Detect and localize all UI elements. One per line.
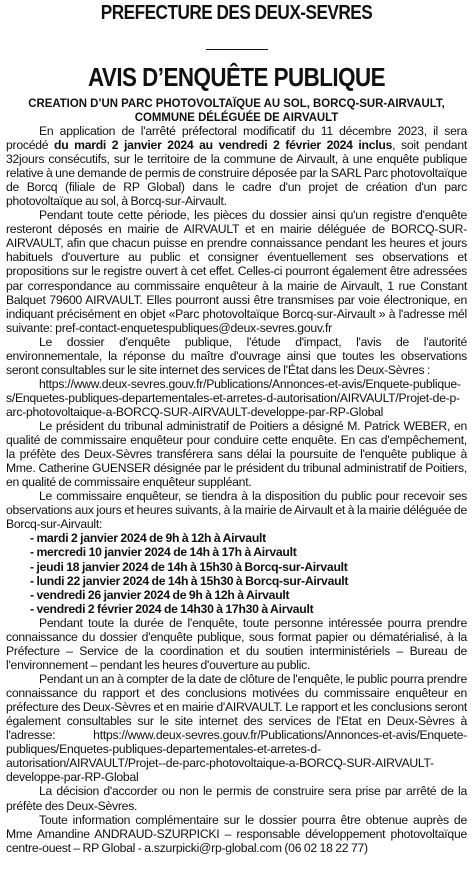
paragraph-permanences: Le commissaire enquêteur, se tiendra à la disposition du public pour recevoir ses observations aux jours et heures suivants, à la mairie de Airvault et à la mairie déléguée de Borcq-sur-Airvault: [6, 489, 467, 532]
schedule-item: - mardi 2 janvier 2024 de 9h à 12h à Airvault [30, 531, 266, 546]
prefecture-heading: PREFECTURE DES DEUX-SEVRES [100, 2, 373, 24]
paragraph-decision: La décision d'accorder ou non le permis de construire sera prise par arrêté de la préfète des Deux-Sèvres. [6, 784, 467, 813]
dossier-url: https://www.deux-sevres.gouv.fr/Publications/Annonces-et-avis/Enquete-publique-s/Enquetes-publiques-departementales-et-arretes-d-autorisation/AIRVAULT/Projet-de-p-arc-photovoltaique-a-BORCQ-SUR-AIRVAULT-developpe-par-RP-Global [6, 376, 461, 419]
paragraph-application [6, 124, 467, 208]
paragraph-report: Pendant un an à compter de la date de clôture de l'enquête, le public pourra prendre connaissance du rapport et des conclusions motivées du commissaire enquêteur en préfecture des Deux-Sèvres et en mairie d'AIRVAULT. Le rapport et les conclusions seront également consultables sur le site internet des services de l'Etat en Deux-Sèvres à l'adresse: https://www.deux-sevres.gouv.fr/Publications/Annonces-et-avis/Enquete-publiques/Enquetes-publiques-departementales-et-arretes-d-autorisation/AIRVAULT/Projet--de-parc-photovoltaique-a-BORCQ-SUR-AIRVAULT-developpe-par-RP-Global [6, 672, 467, 785]
enquiry-dates: du mardi 2 janvier 2024 au vendredi 2 février 2024 inclus [54, 138, 393, 153]
paragraph-documents: Pendant toute cette période, les pièces du dossier ainsi qu'un registre d'enquête resteront déposés en mairie de AIRVAULT et en mairie déléguée de BORCQ-SUR-AIRVAULT, afin que chacun puisse en prendre connaissance pendant les heures et jours habituels d'ouverture au public et consigner éventuellement ses observations et propositions sur le registre ouvert à cet effet. Celles-ci pourront également être adressées par correspondance au commissaire enquêteur à la mairie de Airvault, 1 rue Constant Balquet 79600 AIRVAULT. Elles pourront aussi être transmises par voie électronique, en indiquant précisément en objet «Parc photovoltaïque Borcq-sur-Airvault » à l'adresse mél suivante: pref-contact-enquetespubliques@deux-sevres.gouv.fr [6, 208, 467, 335]
notice-subtitle [24, 96, 448, 124]
paragraph-application-text: En application de l'arrêté préfectoral modificatif du 11 décembre 2023, il sera procédé [6, 124, 467, 153]
subtitle-line-1: CREATION D’UN PARC PHOTOVOLTAÏQUE AU SOL, BORCQ-SUR-AIRVAULT, [28, 96, 445, 110]
notice-title: AVIS D’ENQUÊTE PUBLIQUE [87, 62, 386, 92]
paragraph-application-text-end: , soit pendant 32jours consécutifs, sur le territoire de la commune de Airvault, à une enquête publique relative à une demande de permis de construire déposée par la SARL Parc photovoltaïque de Borcq (filiale de RP Global) dans le cadre d'un projet de création d'un parc photovoltaïque au sol, à Borcq-sur-Airvault. [6, 138, 467, 209]
paragraph-dossier: Le dossier d'enquête publique, l'étude d'impact, l'avis de l'autorité environnementale, la réponse du maître d'ouvrage ainsi que toutes les observations seront consultables sur le site internet des services de l'État dans les Deux-Sèvres : [6, 334, 467, 377]
subtitle-line-2: COMMUNE DÉLÉGUÉE DE AIRVAULT [134, 110, 339, 124]
schedule-item: - vendredi 2 février 2024 de 14h30 à 17h30 à Airvault [30, 601, 314, 616]
paragraph-consultation: Pendant toute la durée de l'enquête, toute personne intéressée pourra prendre connaissance du dossier d'enquête publique, sous format papier ou dématérialisé, à la Préfecture – Service de la coordination et du soutien interministériels – Bureau de l'environnement – pendant les heures d'ouverture au public. [6, 615, 467, 673]
schedule-item: - lundi 22 janvier 2024 de 14h à 15h30 à Borcq-sur-Airvault [30, 573, 349, 588]
schedule-item: - jeudi 18 janvier 2024 de 14h à 15h30 à Borcq-sur-Airvault [30, 559, 348, 574]
divider-rule [206, 49, 268, 50]
paragraph-contact: Toute information complémentaire sur le dossier pourra être obtenue auprès de Mme Amandine ANDRAUD-SZURPICKI – responsable développement photovoltaïque centre-ouest – RP Global - a.szurpicki@rp-global.com (06 02 18 22 77) [6, 812, 467, 855]
schedule-list [6, 531, 467, 616]
schedule-item: - vendredi 26 janvier 2024 de 9h à 12h à Airvault [30, 587, 290, 602]
notice-body [6, 124, 467, 855]
schedule-item: - mercredi 10 janvier 2024 de 14h à 17h à Airvault [30, 545, 297, 560]
paragraph-commissioner: Le président du tribunal administratif de Poitiers a désigné M. Patrick WEBER, en qualité de commissaire enquêteur pour conduire cette enquête. En cas d'empêchement, la préfète des Deux-Sèvres transférera sans délai la poursuite de l'enquête publique à Mme. Catherine GUENSER désignée par le président du tribunal administratif de Poitiers, en qualité de commissaire enquêteur suppléant. [6, 418, 467, 490]
